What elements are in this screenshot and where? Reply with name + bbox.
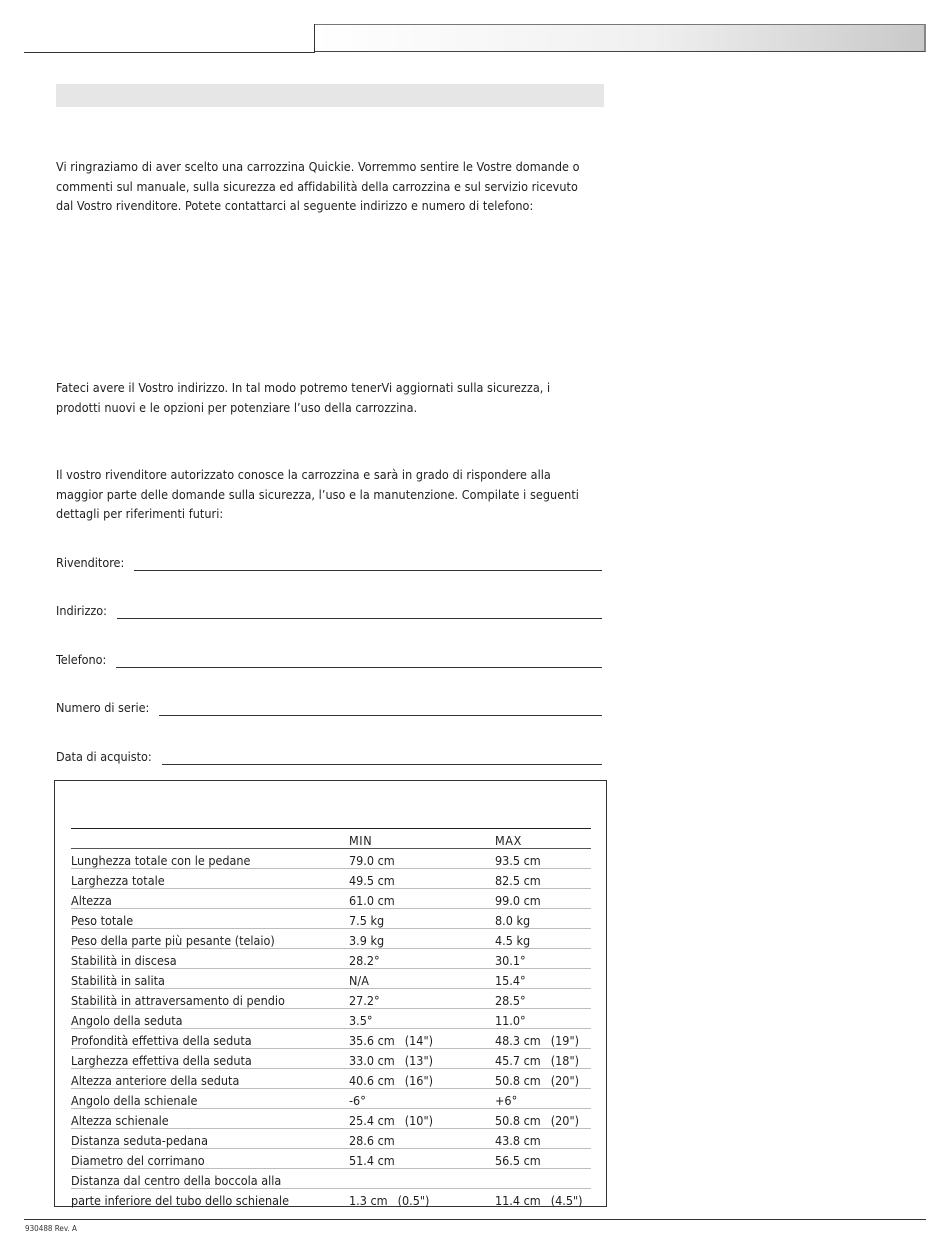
header-bar bbox=[315, 24, 926, 52]
table-row bbox=[71, 1049, 591, 1069]
spec-label: Altezza bbox=[71, 889, 349, 909]
spec-max-value: 28.5° bbox=[495, 993, 526, 1008]
spec-max-value: 45.7 cm bbox=[495, 1053, 541, 1068]
address-request-line: Fateci avere il Vostro indirizzo. In tal modo potremo tenerVi aggiornati sulla sicurezza, i bbox=[56, 380, 551, 395]
spec-min-value: 3.5° bbox=[349, 1013, 373, 1028]
spec-min-inches: (16") bbox=[404, 1073, 434, 1088]
spec-max-cell bbox=[495, 849, 591, 869]
table-row bbox=[71, 1029, 591, 1049]
fill-in-line[interactable] bbox=[116, 653, 602, 668]
spec-min-cell bbox=[349, 1089, 495, 1109]
table-row bbox=[71, 1109, 591, 1129]
spec-min-cell bbox=[349, 1009, 495, 1029]
table-row bbox=[71, 969, 591, 989]
spec-min-value: 35.6 cm bbox=[349, 1033, 395, 1048]
field-label: Indirizzo: bbox=[56, 603, 107, 618]
spec-label: Larghezza effettiva della seduta bbox=[71, 1049, 349, 1069]
field-label: Rivenditore: bbox=[56, 555, 125, 570]
spec-min-value: 28.6 cm bbox=[349, 1133, 395, 1148]
table-row bbox=[71, 929, 591, 949]
spec-label: Stabilità in discesa bbox=[71, 949, 349, 969]
spec-label: Peso totale bbox=[71, 909, 349, 929]
intro-line: commenti sul manuale, sulla sicurezza ed affidabilità della carrozzina e sul servizio ricevuto bbox=[56, 178, 578, 194]
spec-min-cell bbox=[349, 1189, 495, 1209]
table-row bbox=[71, 1069, 591, 1089]
spec-max-cell bbox=[495, 1029, 591, 1049]
spec-max-cell bbox=[495, 969, 591, 989]
address-request-paragraph bbox=[56, 378, 606, 417]
spec-max-cell bbox=[495, 1069, 591, 1089]
spec-label: Altezza anteriore della seduta bbox=[71, 1069, 349, 1089]
spec-max-cell bbox=[495, 1169, 591, 1189]
spec-min-value: N/A bbox=[349, 973, 369, 988]
spec-min-inches: (13") bbox=[404, 1053, 434, 1068]
intro-line: dal Vostro rivenditore. Potete contattarci al seguente indirizzo e numero di telefono: bbox=[56, 198, 534, 214]
spec-min-value: 33.0 cm bbox=[349, 1053, 395, 1068]
spec-label: Profondità effettiva della seduta bbox=[71, 1029, 349, 1049]
spec-label: Stabilità in salita bbox=[71, 969, 349, 989]
dealer-note-line: dettagli per riferimenti futuri: bbox=[56, 506, 224, 522]
spec-min-inches: (14") bbox=[404, 1033, 434, 1048]
spec-max-cell bbox=[495, 929, 591, 949]
spec-min-cell bbox=[349, 849, 495, 869]
spec-label: Lunghezza totale con le pedane bbox=[71, 849, 349, 869]
spec-label: Peso della parte più pesante (telaio) bbox=[71, 929, 349, 949]
document-code: 930488 Rev. A bbox=[25, 1224, 77, 1233]
spec-max-cell bbox=[495, 869, 591, 889]
intro-line: Vi ringraziamo di aver scelto una carrozzina Quickie. Vorremmo sentire le Vostre domande o bbox=[56, 159, 580, 174]
spec-max-cell bbox=[495, 1189, 591, 1209]
spec-min-value: 3.9 kg bbox=[349, 933, 385, 948]
purchase-date-field bbox=[56, 745, 602, 765]
spec-label: Angolo della schienale bbox=[71, 1089, 349, 1109]
spec-min-cell bbox=[349, 1069, 495, 1089]
spec-max-value: 56.5 cm bbox=[495, 1153, 541, 1168]
spec-max-value: +6° bbox=[495, 1093, 518, 1108]
spec-max-value: 50.8 cm bbox=[495, 1113, 541, 1128]
spec-max-inches: (20") bbox=[550, 1073, 580, 1088]
spec-label: Larghezza totale bbox=[71, 869, 349, 889]
spec-min-cell bbox=[349, 1029, 495, 1049]
spec-label: Stabilità in attraversamento di pendio bbox=[71, 989, 349, 1009]
spec-max-cell bbox=[495, 1149, 591, 1169]
spec-min-value: 25.4 cm bbox=[349, 1113, 395, 1128]
spec-max-value: 11.0° bbox=[495, 1013, 526, 1028]
spec-min-value: 51.4 cm bbox=[349, 1153, 395, 1168]
table-row bbox=[71, 1129, 591, 1149]
fill-in-line[interactable] bbox=[134, 556, 602, 571]
spec-max-value: 11.4 cm bbox=[495, 1193, 541, 1208]
spec-max-value: 43.8 cm bbox=[495, 1133, 541, 1148]
table-row bbox=[71, 1149, 591, 1169]
serial-number-field bbox=[56, 696, 602, 716]
section-title-bar bbox=[56, 84, 604, 107]
table-row bbox=[71, 1169, 591, 1189]
header-min: MIN bbox=[349, 829, 495, 849]
table-row bbox=[71, 949, 591, 969]
spec-max-inches: (19") bbox=[550, 1033, 580, 1048]
specifications-box bbox=[54, 780, 607, 1207]
spec-min-cell bbox=[349, 929, 495, 949]
spec-max-value: 93.5 cm bbox=[495, 853, 541, 868]
fill-in-line[interactable] bbox=[117, 604, 602, 619]
dealer-note-paragraph bbox=[56, 465, 606, 524]
spec-max-cell bbox=[495, 909, 591, 929]
spec-max-value: 30.1° bbox=[495, 953, 526, 968]
spec-max-cell bbox=[495, 1049, 591, 1069]
header-max: MAX bbox=[495, 829, 591, 849]
table-row bbox=[71, 1009, 591, 1029]
spec-min-cell bbox=[349, 989, 495, 1009]
spec-max-value: 8.0 kg bbox=[495, 913, 531, 928]
spec-min-value: 7.5 kg bbox=[349, 913, 385, 928]
spec-min-value: 61.0 cm bbox=[349, 893, 395, 908]
spec-min-cell bbox=[349, 869, 495, 889]
header-label-cell bbox=[71, 829, 349, 849]
spec-min-value: 27.2° bbox=[349, 993, 380, 1008]
spec-min-value: 49.5 cm bbox=[349, 873, 395, 888]
spec-max-inches: (20") bbox=[550, 1113, 580, 1128]
spec-max-cell bbox=[495, 1129, 591, 1149]
phone-field bbox=[56, 648, 602, 668]
spec-label: Distanza seduta-pedana bbox=[71, 1129, 349, 1149]
spec-max-value: 48.3 cm bbox=[495, 1033, 541, 1048]
spec-min-cell bbox=[349, 1169, 495, 1189]
spec-label: parte inferiore del tubo dello schienale bbox=[71, 1193, 290, 1208]
fill-in-line[interactable] bbox=[159, 701, 602, 716]
spec-max-cell bbox=[495, 949, 591, 969]
table-row bbox=[71, 989, 591, 1009]
spec-min-cell bbox=[349, 909, 495, 929]
spec-min-cell bbox=[349, 1149, 495, 1169]
spec-min-cell bbox=[349, 1049, 495, 1069]
address-request-line: prodotti nuovi e le opzioni per potenziare l’uso della carrozzina. bbox=[56, 399, 418, 415]
spec-max-value: 99.0 cm bbox=[495, 893, 541, 908]
spec-label: Diametro del corrimano bbox=[71, 1149, 349, 1169]
spec-max-cell bbox=[495, 1109, 591, 1129]
dealer-note-line: maggior parte delle domande sulla sicurezza, l’uso e la manutenzione. Compilate i seguenti bbox=[56, 486, 579, 502]
spec-min-cell bbox=[349, 949, 495, 969]
spec-min-value: 79.0 cm bbox=[349, 853, 395, 868]
field-label: Numero di serie: bbox=[56, 700, 150, 715]
table-row bbox=[71, 869, 591, 889]
field-label: Data di acquisto: bbox=[56, 749, 152, 764]
table-row bbox=[71, 1189, 591, 1209]
spec-max-value: 15.4° bbox=[495, 973, 526, 988]
header-rule bbox=[24, 52, 315, 53]
spec-max-cell bbox=[495, 989, 591, 1009]
dealer-field bbox=[56, 551, 602, 571]
spec-label: Altezza schienale bbox=[71, 1109, 349, 1129]
table-row bbox=[71, 849, 591, 869]
spec-label: Distanza dal centro della boccola alla bbox=[71, 1169, 349, 1189]
field-label: Telefono: bbox=[56, 652, 107, 667]
spec-min-cell bbox=[349, 1109, 495, 1129]
spec-max-cell bbox=[495, 889, 591, 909]
spec-max-inches: (18") bbox=[550, 1053, 580, 1068]
table-row bbox=[71, 909, 591, 929]
table-row bbox=[71, 1089, 591, 1109]
dealer-note-line: Il vostro rivenditore autorizzato conosce la carrozzina e sarà in grado di rispondere alla bbox=[56, 467, 551, 482]
spec-min-cell bbox=[349, 889, 495, 909]
spec-min-value: 28.2° bbox=[349, 953, 380, 968]
spec-min-inches: (10") bbox=[404, 1113, 434, 1128]
spec-min-cell bbox=[349, 1129, 495, 1149]
spec-max-value: 4.5 kg bbox=[495, 933, 531, 948]
spec-max-value: 82.5 cm bbox=[495, 873, 541, 888]
spec-max-cell bbox=[495, 1009, 591, 1029]
spec-min-cell bbox=[349, 969, 495, 989]
intro-paragraph bbox=[56, 157, 606, 216]
specifications-table bbox=[71, 828, 591, 1208]
spec-min-value: 1.3 cm bbox=[349, 1193, 388, 1208]
spec-min-inches: (0.5") bbox=[397, 1193, 430, 1208]
table-header-row bbox=[71, 829, 591, 849]
spec-min-value: 40.6 cm bbox=[349, 1073, 395, 1088]
address-field bbox=[56, 599, 602, 619]
spec-max-cell bbox=[495, 1089, 591, 1109]
spec-label: Angolo della seduta bbox=[71, 1009, 349, 1029]
spec-max-value: 50.8 cm bbox=[495, 1073, 541, 1088]
spec-max-inches: (4.5") bbox=[550, 1193, 583, 1208]
spec-min-value: -6° bbox=[349, 1093, 366, 1108]
footer-rule bbox=[24, 1219, 926, 1220]
fill-in-line[interactable] bbox=[162, 750, 602, 765]
table-row bbox=[71, 889, 591, 909]
